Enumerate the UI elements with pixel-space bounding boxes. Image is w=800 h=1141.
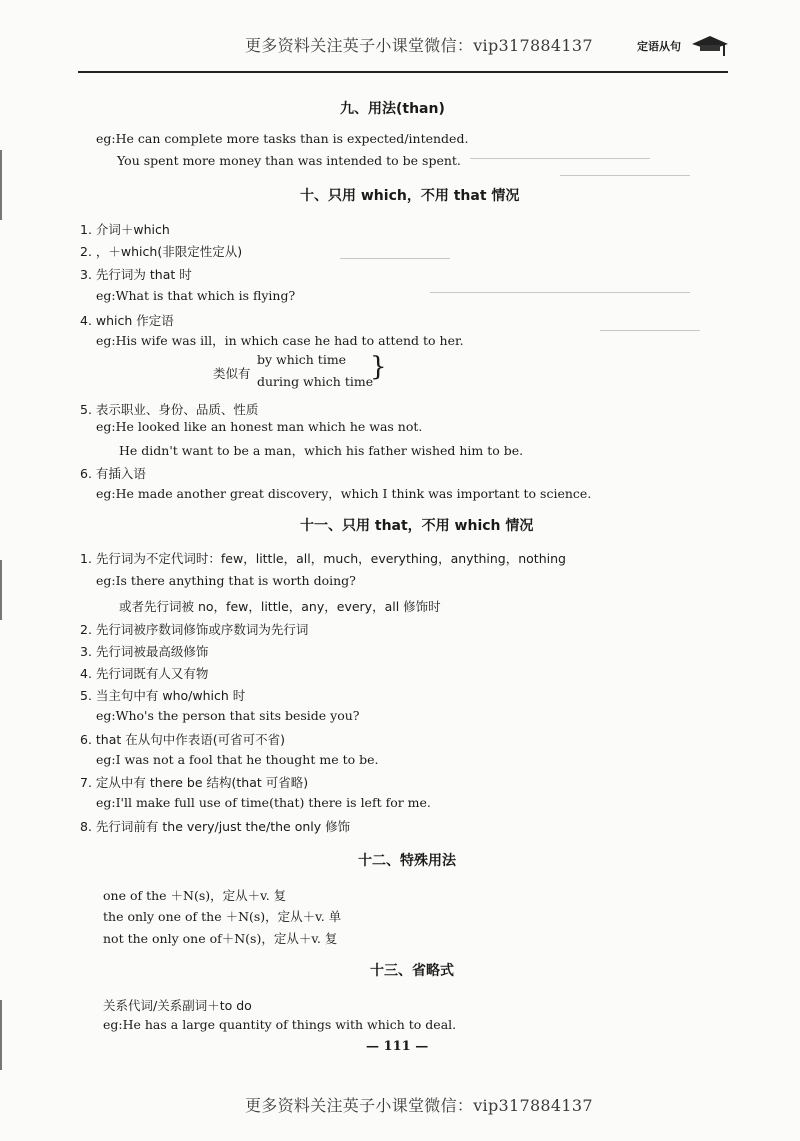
rule-item: 7. 定从中有 there be 结构(that 可省略) <box>80 775 309 790</box>
example-line: eg:Is there anything that is worth doing? <box>96 573 356 588</box>
rule-item: 5. 表示职业、身份、品质、性质 <box>80 402 259 417</box>
rule-item: 1. 介词＋which <box>80 222 170 237</box>
example-line: He didn't want to be a man，which his father wished him to be. <box>119 443 524 458</box>
example-line: You spent more money than was intended to be spent. <box>117 153 461 168</box>
header-rule <box>78 71 728 73</box>
example-line: eg:He made another great discovery，which I think was important to science. <box>96 486 592 501</box>
watermark-top: 更多资料关注英子小课堂微信：vip317884137 <box>245 36 593 55</box>
rule-item: 8. 先行词前有 the very/just the/the only 修饰 <box>80 819 351 834</box>
example-line: eg:He looked like an honest man which he was not. <box>96 419 423 434</box>
similar-label: 类似有 <box>213 366 251 381</box>
watermark-bottom: 更多资料关注英子小课堂微信：vip317884137 <box>245 1096 593 1115</box>
scan-edge-mark <box>0 1000 2 1070</box>
example-line: eg:I was not a fool that he thought me to be. <box>96 752 379 767</box>
rule-item: 6. 有插入语 <box>80 466 146 481</box>
rule-item: 1. 先行词为不定代词时：few，little，all，much，everything，anything，nothing <box>80 551 566 566</box>
scan-edge-mark <box>0 150 2 220</box>
rule-item: 3. 先行词被最高级修饰 <box>80 644 209 659</box>
formula-line: the only one of the ＋N(s)，定从＋v. 单 <box>103 909 342 924</box>
rule-item: 关系代词/关系副词＋to do <box>103 998 252 1013</box>
graduation-cap-icon <box>690 30 730 58</box>
rule-item: 4. which 作定语 <box>80 313 174 328</box>
scan-noise <box>600 330 700 331</box>
example-line: eg:I'll make full use of time(that) there is left for me. <box>96 795 431 810</box>
rule-item: 6. that 在从句中作表语(可省可不省) <box>80 732 286 747</box>
example-line: eg:Who's the person that sits beside you? <box>96 708 360 723</box>
example-line: eg:His wife was ill，in which case he had to attend to her. <box>96 333 464 348</box>
scan-noise <box>340 258 450 259</box>
scan-noise <box>470 158 650 159</box>
formula-line: one of the ＋N(s)，定从＋v. 复 <box>103 888 287 903</box>
similar-item: by which time <box>257 352 347 367</box>
section-tag: 定语从句 <box>637 40 681 53</box>
scan-noise <box>430 292 690 293</box>
rule-item: 5. 当主句中有 who/which 时 <box>80 688 246 703</box>
section-heading-ten: 十、只用 which，不用 that 情况 <box>300 188 520 204</box>
page-number: — 111 — <box>366 1039 429 1054</box>
scan-noise <box>560 175 690 176</box>
section-heading-nine: 九、用法(than) <box>340 101 445 117</box>
example-line: eg:He has a large quantity of things with which to deal. <box>103 1017 457 1032</box>
example-line: eg:He can complete more tasks than is expected/intended. <box>96 131 469 146</box>
similar-item: during which time <box>257 374 374 389</box>
rule-note: 或者先行词被 no，few，little，any，every，all 修饰时 <box>119 599 441 614</box>
brace-symbol: } <box>370 352 387 382</box>
formula-line: not the only one of＋N(s)，定从＋v. 复 <box>103 931 338 946</box>
rule-item: 2. 先行词被序数词修饰或序数词为先行词 <box>80 622 309 637</box>
section-heading-eleven: 十一、只用 that，不用 which 情况 <box>300 518 534 534</box>
section-heading-thirteen: 十三、省略式 <box>370 963 454 979</box>
section-heading-twelve: 十二、特殊用法 <box>358 853 456 869</box>
rule-item: 4. 先行词既有人又有物 <box>80 666 209 681</box>
scan-edge-mark <box>0 560 2 620</box>
rule-item: 2. ，＋which(非限定性定从) <box>80 244 243 259</box>
example-line: eg:What is that which is flying? <box>96 288 296 303</box>
rule-item: 3. 先行词为 that 时 <box>80 267 192 282</box>
